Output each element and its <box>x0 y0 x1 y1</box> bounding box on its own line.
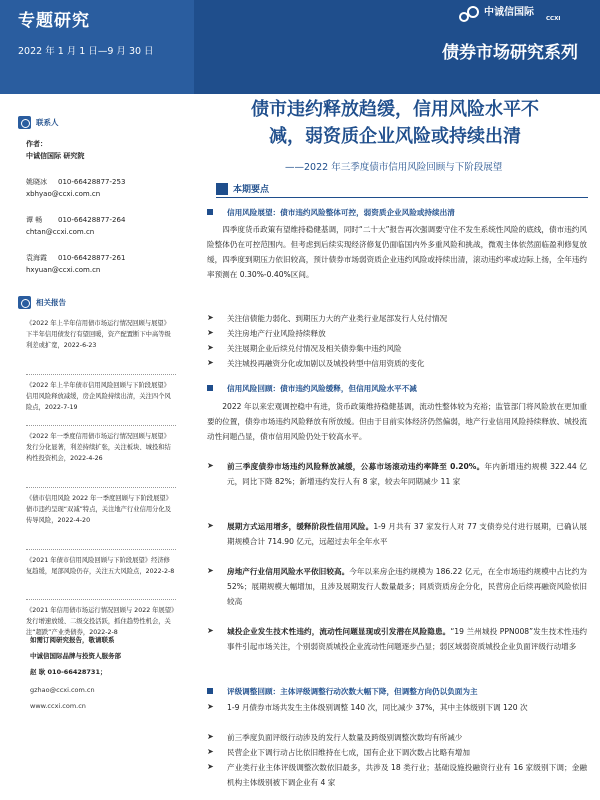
arrow-bullet-icon: ➤ <box>207 328 214 337</box>
page-subtitle: ——2022 年三季度债市信用风险回顾与下阶段展望 <box>285 162 503 173</box>
author-org: 中诚信国际 研究院 <box>26 152 85 160</box>
list-item: ➤ 关注城投再融资分化或加剧以及城投转型中信用资质的变化 <box>207 358 425 368</box>
section-paragraph: 四季度货币政策有望维持稳健基调，同时“二十大”报告再次强调要守住不发生系统性风险的底线，债市违约风险整体仍在可控范围内。但考虑到后续实现经济修复仍面临国内外多重风险和挑战，微观主体依然面临盈利修复放缓，四季度到期压力依旧较高，预计债券市场弱资质企业违约风险或持续出清，滚动违约率或边际上扬，全年违约率预测在 0.30%-0.40%区间。 <box>207 225 587 279</box>
contact-person: 赵 耿 010-66428731； <box>30 668 107 676</box>
list-item: ➤ 关注信债能力弱化、到期压力大的产业类行业尾部发行人兑付情况 <box>207 313 448 323</box>
square-bullet-icon <box>207 209 213 215</box>
list-item: ➤ 城投企业发生技术性违约，流动性问题显现或引发潜在风险隐患。“19 兰州城投 PPN008”发生技术性违约事件引起市场关注，个别弱资质城投企业流动性问题逐步凸显；弱区域弱资质城投企业负面评级行动增多 <box>207 626 587 651</box>
section-paragraph: 2022 年以来宏观调控稳中有进，货币政策维持稳健基调，流动性整体较为充裕；监管部门将风险放在更加重要的位置，债券市场违约风险释放有所放缓。但由于目前实体经济仍然偏弱，地产行业信用风险持续释放、城投流动性问题凸显，债市信用风险仍处于较高水平。 <box>207 402 587 441</box>
list-item: ➤ 关注房地产行业风险持续释放 <box>207 328 326 338</box>
related-report-item[interactable]: 《债市信用风险 2022 年一季度回顾与下阶段展望》债市违约呈现“双减”特点，关注地产行业信用分化及传导风险，2022-4-20 <box>26 495 172 524</box>
arrow-bullet-icon: ➤ <box>207 566 214 575</box>
report-date-range: 2022 年 1 月 1 日—9 月 30 日 <box>18 46 154 57</box>
ccxi-logo <box>458 2 578 28</box>
sidebar <box>0 94 195 800</box>
arrow-bullet-icon: ➤ <box>207 626 214 635</box>
report-divider <box>26 374 176 375</box>
related-report-item[interactable]: 《2021 年债市信用风险回顾与下阶段展望》经济修复趋缓，尾部风险仍存，关注五大风险点，2022-2-8 <box>26 557 175 575</box>
related-section-icon <box>18 296 31 309</box>
contact-department: 中诚信国际品牌与投资人服务部 <box>30 652 121 660</box>
summary-label: 本期要点 <box>233 185 270 195</box>
author-entry: 谭 畅 010-66428877-264 <box>26 216 126 224</box>
square-bullet-icon <box>207 688 213 694</box>
author-label: 作者： <box>26 140 47 148</box>
contact-subscribe: 如需订阅研究报告，敬请联系 <box>30 636 115 644</box>
arrow-bullet-icon: ➤ <box>207 461 214 470</box>
report-divider <box>26 599 176 600</box>
title-line-2: 减，弱资质企业风险或持续出清 <box>269 126 521 147</box>
list-item: ➤ 产业类行业主体评级调整次数依旧最多，共涉及 18 类行业；基础设施投融资行业有 16 家级别下调；金融机构主体级别被下调企业有 4 家 <box>207 762 587 787</box>
list-item: ➤ 民营企业下调行动占比依旧维持在七成，国有企业下调次数占比略有增加 <box>207 747 470 757</box>
list-item: ➤ 展期方式运用增多，缓释阶段性信用风险。1-9 月共有 37 家发行人对 77 支债券兑付进行展期，已确认展期规模合计 714.90 亿元，远超过去年全年水平 <box>207 521 588 546</box>
arrow-bullet-icon: ➤ <box>207 732 214 741</box>
arrow-bullet-icon: ➤ <box>207 747 214 756</box>
square-bullet-icon <box>207 385 213 391</box>
section-heading: 信用风险回顾：债市违约风险缓释，但信用风险水平不减 <box>207 381 587 396</box>
arrow-bullet-icon: ➤ <box>207 313 214 322</box>
arrow-bullet-icon: ➤ <box>207 358 214 367</box>
contact-section-header <box>18 116 59 129</box>
logo-en: CCXI <box>546 16 561 22</box>
title-line-1: 债市违约释放趋缓，信用风险水平不 <box>251 99 539 120</box>
report-divider <box>26 487 176 488</box>
summary-section-header <box>216 181 588 197</box>
summary-rule <box>216 197 588 198</box>
series-title: 债券市场研究系列 <box>442 43 578 63</box>
author-email[interactable]: hxyuan@ccxi.com.cn <box>26 266 101 274</box>
list-item: ➤ 房地产行业信用风险水平依旧较高。今年以来房企违约规模为 186.22 亿元，在全市场违约规模中占比约为 52%；展期规模大幅增加，且涉及展期发行人数量最多；同质资质房企分化，民营房企后续再融资风险依旧较高 <box>207 566 587 606</box>
related-section-header <box>18 296 66 309</box>
related-report-item[interactable]: 《2022 年上半年信用债市场运行情况回顾与展望》下半年信用债发行有望回暖，资产配置断下中高等级利差或扩宽，2022-6-23 <box>26 320 171 349</box>
summary-mark-icon <box>216 183 228 195</box>
list-item: ➤ 前三季度债券市场违约风险释放减缓，公募市场滚动违约率降至 0.20%。年内新增违约规模 322.44 亿元，同比下降 82%；新增违约发行人有 8 家，较去年同期减少 11 家 <box>207 461 587 486</box>
report-divider <box>26 425 176 426</box>
contact-section-icon <box>18 116 31 129</box>
list-item: ➤ 关注展期企业后续兑付情况及相关债券集中违约风险 <box>207 343 402 353</box>
page-title <box>215 96 575 150</box>
author-email[interactable]: xbhyao@ccxi.com.cn <box>26 190 101 198</box>
related-report-item[interactable]: 《2022 年一季度信用债市场运行情况回顾与展望》发行分化显著，利差持续扩张，关注板块、城投和结构性投资机会，2022-4-26 <box>26 433 171 462</box>
related-section-label: 相关报告 <box>36 298 66 307</box>
contact-website[interactable]: www.ccxi.com.cn <box>30 702 86 710</box>
list-item: ➤ 前三季度负面评级行动涉及的发行人数量及跨级别调整次数均有所减少 <box>207 732 463 742</box>
related-report-item[interactable]: 《2021 年信用债市场运行情况回顾与 2022 年展望》发行增速放缓、二级交投活跃，抓住趋势性机会，关注“超跌”产业类债券，2022-2-8 <box>26 607 175 636</box>
list-item: ➤ 1-9 月债券市场共发生主体级别调整 140 次，同比减少 37%，其中主体级别下调 120 次 <box>207 702 528 712</box>
section-heading: 评级调整回顾：主体评级调整行动次数大幅下降，但调整方向仍以负面为主 <box>207 684 587 699</box>
contact-email[interactable]: gzhao@ccxi.com.cn <box>30 686 95 694</box>
logo-mark-icon <box>458 4 480 24</box>
author-email[interactable]: chtan@ccxi.com.cn <box>26 228 95 236</box>
logo-cn: 中诚信国际 <box>484 7 534 18</box>
related-report-item[interactable]: 《2022 年上半年债市信用风险回顾与下阶段展望》信用风险释放减缓，房企风险持续出清，关注四个风险点，2022-7-19 <box>26 382 171 411</box>
arrow-bullet-icon: ➤ <box>207 343 214 352</box>
arrow-bullet-icon: ➤ <box>207 521 214 530</box>
report-divider <box>26 549 176 550</box>
author-entry: 袁海霞 010-66428877-261 <box>26 254 126 262</box>
contact-section-label: 联系人 <box>36 118 59 127</box>
author-entry: 姚晓冰 010-66428877-253 <box>26 178 126 186</box>
header-left-panel <box>0 0 194 94</box>
arrow-bullet-icon: ➤ <box>207 762 214 771</box>
arrow-bullet-icon: ➤ <box>207 702 214 711</box>
report-type: 专题研究 <box>18 11 90 31</box>
section-heading: 信用风险展望：债市违约风险整体可控，弱资质企业风险或持续出清 <box>207 205 587 220</box>
report-header <box>0 0 600 94</box>
